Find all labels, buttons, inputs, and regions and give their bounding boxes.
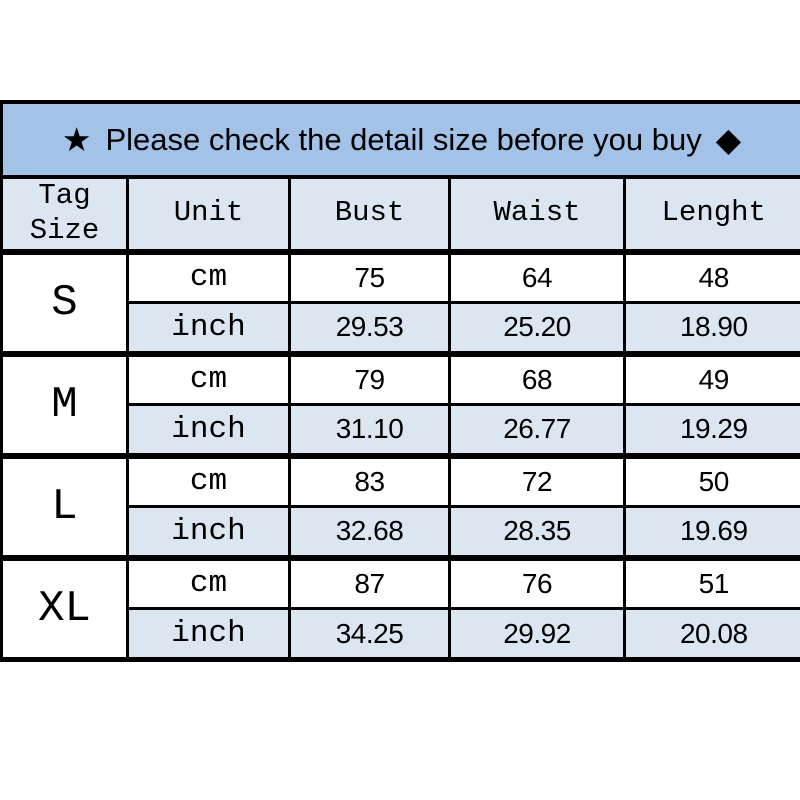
measurement-value: 29.92 [450,609,625,660]
unit-label: cm [128,456,290,507]
measurement-value: 79 [290,354,450,405]
measurement-value: 25.20 [450,303,625,354]
measurement-value: 19.69 [625,507,800,558]
measurement-value: 48 [625,252,800,303]
measurement-value: 50 [625,456,800,507]
table-row [2,354,800,405]
measurement-value: 83 [290,456,450,507]
notice-banner-text: Please check the detail size before you buy [105,121,702,157]
measurement-value: 87 [290,558,450,609]
unit-label: inch [128,507,290,558]
star-icon: ★ [61,121,92,158]
measurement-value: 29.53 [290,303,450,354]
measurement-value: 68 [450,354,625,405]
notice-banner [0,100,800,175]
measurement-value: 18.90 [625,303,800,354]
size-label: S [2,252,128,354]
unit-label: inch [128,405,290,456]
size-label: XL [2,558,128,660]
table-row [2,558,800,609]
size-label: L [2,456,128,558]
measurement-value: 75 [290,252,450,303]
measurement-value: 26.77 [450,405,625,456]
column-header-bust: Bust [290,177,450,252]
unit-label: cm [128,252,290,303]
measurement-value: 64 [450,252,625,303]
measurement-value: 28.35 [450,507,625,558]
size-table [0,175,800,662]
measurement-value: 51 [625,558,800,609]
column-header-waist: Waist [450,177,625,252]
column-header-tag-size: Tag Size [2,177,128,252]
column-header-unit: Unit [128,177,290,252]
table-header-row [2,177,800,252]
measurement-value: 19.29 [625,405,800,456]
unit-label: cm [128,558,290,609]
measurement-value: 76 [450,558,625,609]
unit-label: cm [128,354,290,405]
table-row [2,456,800,507]
measurement-value: 72 [450,456,625,507]
measurement-value: 49 [625,354,800,405]
measurement-value: 31.10 [290,405,450,456]
diamond-icon: ◆ [715,121,742,158]
measurement-value: 34.25 [290,609,450,660]
unit-label: inch [128,609,290,660]
size-label: M [2,354,128,456]
column-header-length: Lenght [625,177,800,252]
table-row [2,252,800,303]
unit-label: inch [128,303,290,354]
measurement-value: 20.08 [625,609,800,660]
size-chart-block [0,100,800,662]
measurement-value: 32.68 [290,507,450,558]
